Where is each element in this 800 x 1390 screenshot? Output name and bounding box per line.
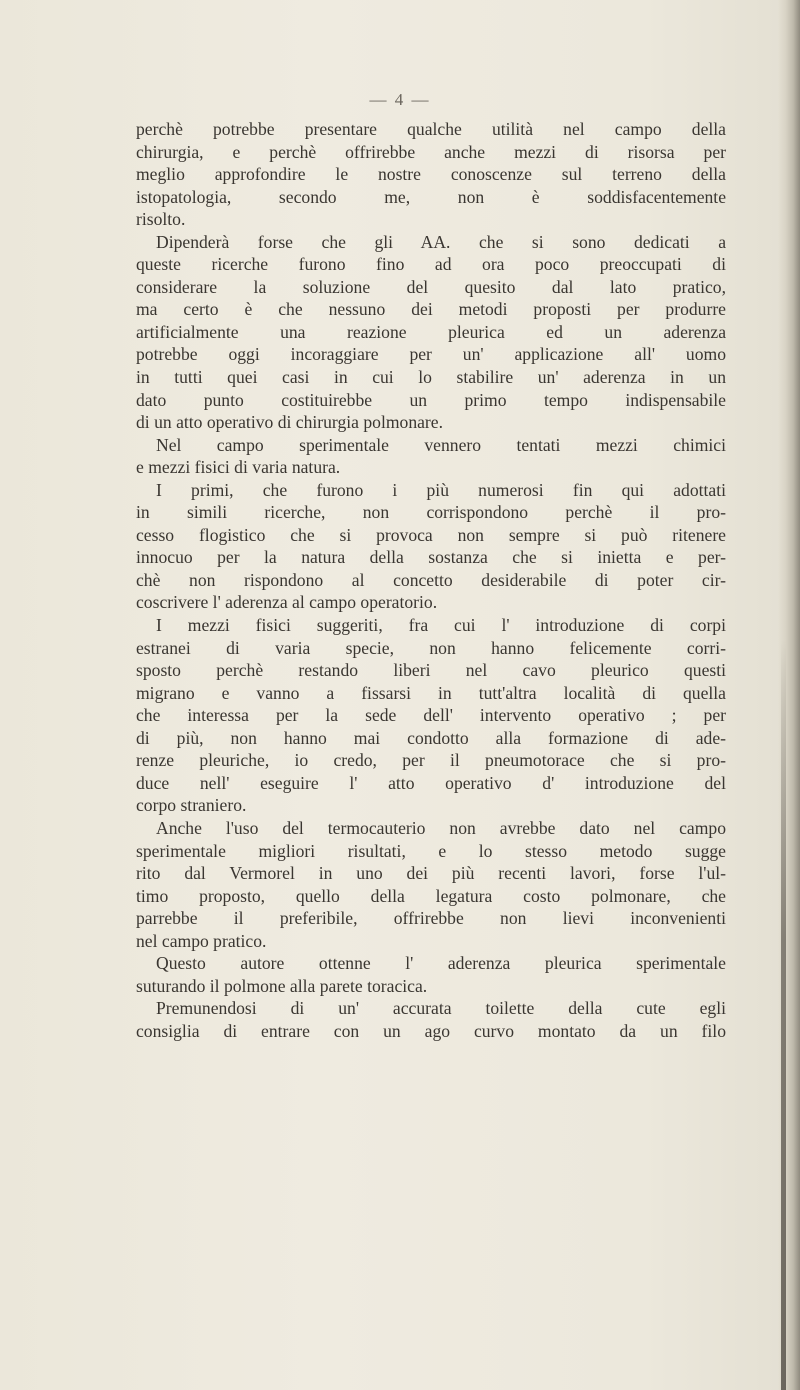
text-line: e mezzi fisici di varia natura. (136, 457, 341, 478)
text-line: duce nell' eseguire l' atto operativo d' introduzione del (136, 772, 726, 793)
text-line: suturando il polmone alla parete toracica. (136, 975, 428, 996)
text-line: che interessa per la sede dell' intervento operativo ; per (136, 705, 726, 726)
text-line: artificialmente una reazione pleurica ed un aderenza (136, 321, 726, 342)
text-line: Dipenderà forse che gli AA. che si sono dedicati a (156, 231, 726, 252)
text-line: dato punto costituirebbe un primo tempo indispensabile (136, 389, 726, 410)
text-line: Questo autore ottenne l' aderenza pleurica sperimentale (156, 953, 726, 974)
page-edge-shadow (781, 640, 786, 1390)
text-line: parrebbe il preferibile, offrirebbe non lievi inconvenienti (136, 908, 726, 929)
text-line: Nel campo sperimentale vennero tentati mezzi chimici (156, 434, 726, 455)
text-line: chirurgia, e perchè offrirebbe anche mezzi di risorsa per (136, 141, 726, 162)
text-line: in simili ricerche, non corrispondono perchè il pro- (136, 502, 726, 523)
text-line: cesso flogistico che si provoca non sempre si può ritenere (136, 524, 726, 545)
text-line: nel campo pratico. (136, 930, 267, 951)
text-line: innocuo per la natura della sostanza che si inietta e per- (136, 547, 726, 568)
text-line: estranei di varia specie, non hanno felicemente corri- (136, 637, 726, 658)
text-line: I primi, che furono i più numerosi fin qui adottati (156, 479, 726, 500)
text-line: potrebbe oggi incoraggiare per un' applicazione all' uomo (136, 344, 726, 365)
text-line: Anche l'uso del termocauterio non avrebbe dato nel campo (156, 817, 726, 838)
text-line: ma certo è che nessuno dei metodi proposti per produrre (136, 299, 726, 320)
text-line: renze pleuriche, io credo, per il pneumotorace che si pro- (136, 750, 726, 771)
text-line: timo proposto, quello della legatura costo polmonare, che (136, 885, 726, 906)
text-line: di un atto operativo di chirurgia polmonare. (136, 412, 443, 433)
text-line: coscrivere l' aderenza al campo operatorio. (136, 592, 438, 613)
body-text (136, 118, 726, 1042)
text-line: migrano e vanno a fissarsi in tutt'altra località di quella (136, 682, 726, 703)
page-number: — 4 — (369, 90, 431, 109)
text-line: Premunendosi di un' accurata toilette della cute egli (156, 998, 726, 1019)
text-line: perchè potrebbe presentare qualche utilità nel campo della (136, 119, 726, 139)
text-line: in tutti quei casi in cui lo stabilire un' aderenza in un (136, 367, 726, 388)
text-line: corpo straniero. (136, 795, 247, 816)
text-line: consiglia di entrare con un ago curvo montato da un filo (136, 1020, 726, 1041)
text-line: istopatologia, secondo me, non è soddisfacentemente (136, 186, 726, 207)
text-line: rito dal Vermorel in uno dei più recenti lavori, forse l'ul- (136, 863, 726, 884)
text-line: queste ricerche furono fino ad ora poco preoccupati di (136, 254, 726, 275)
text-line: I mezzi fisici suggeriti, fra cui l' introduzione di corpi (156, 615, 726, 636)
text-line: sperimentale migliori risultati, e lo stesso metodo sugge (136, 840, 726, 861)
text-line: sposto perchè restando liberi nel cavo pleurico questi (136, 660, 726, 681)
text-line: di più, non hanno mai condotto alla formazione di ade- (136, 727, 726, 748)
text-line: meglio approfondire le nostre conoscenze sul terreno della (136, 164, 726, 185)
text-line: risolto. (136, 209, 186, 230)
text-line: chè non rispondono al concetto desiderabile di poter cir- (136, 569, 726, 590)
text-line: considerare la soluzione del quesito dal lato pratico, (136, 276, 726, 297)
